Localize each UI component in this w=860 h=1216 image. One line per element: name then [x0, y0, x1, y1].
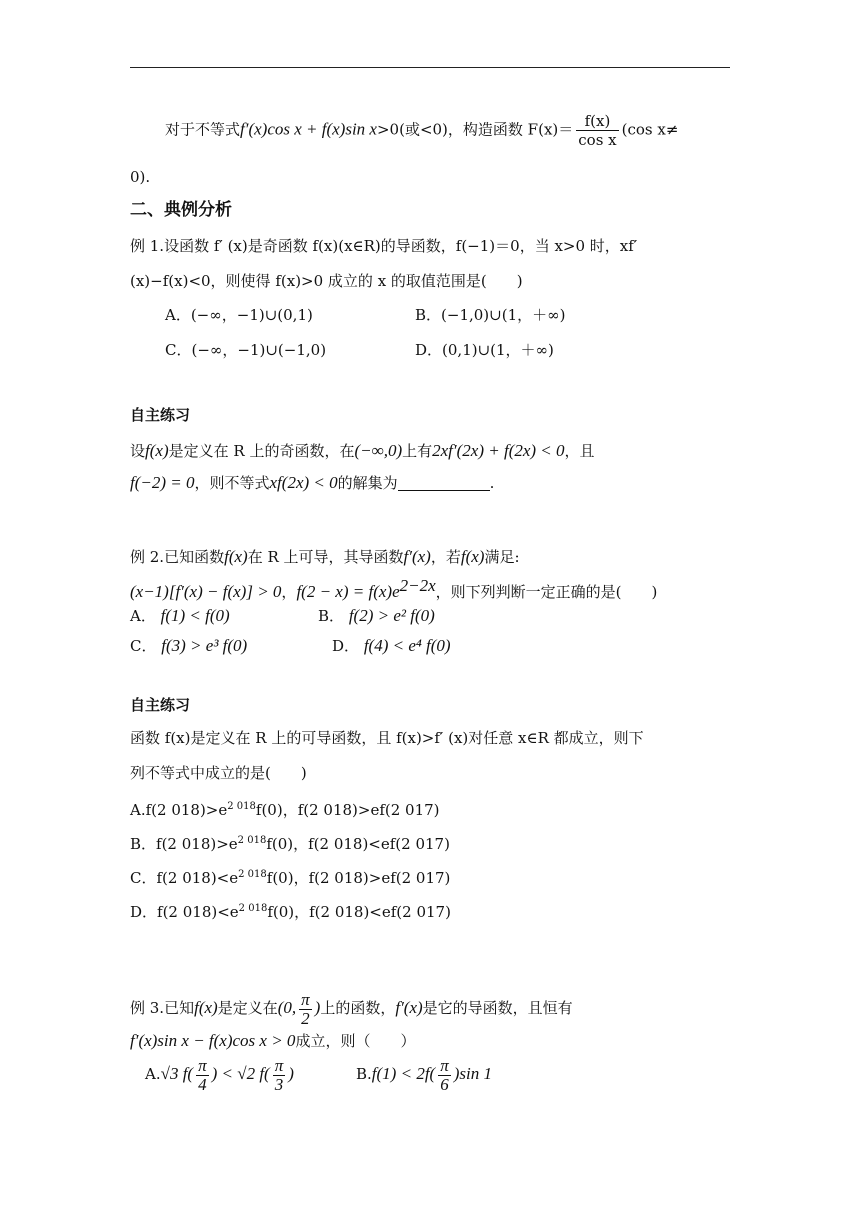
practice2-option-a: A.f(2 $018)>e^{2 018}f(0)$，f(2 018)>ef(2 017): [130, 801, 440, 819]
ex1-option-c: C．(−∞，−1)∪(−1,0): [165, 341, 327, 359]
intro-text-3: (cos x≠: [621, 120, 679, 139]
practice1-line-1: 设f(x)是定义在 R 上的奇函数，在(−∞,0)上有2xf′(2x) + f(2x) < 0，且: [130, 441, 595, 460]
ex3-option-b: B.f(1) < 2f( $\frac{\pi}{6}$ )sin 1: [356, 1055, 492, 1094]
ex2-line-2: (x−1)[f′(x) − f(x)] > 0，$f(2 - x) = f(x)e^{2-2x}$，则下列判断一定正确的是( ): [130, 576, 658, 601]
practice1-title: 自主练习: [130, 406, 191, 424]
ex1-option-a: A．(−∞，−1)∪(0,1): [165, 306, 313, 324]
ex2-option-d: D． f(4) < e⁴ f(0): [332, 636, 451, 655]
intro-formula: f′(x)cos x + f(x)sin x: [240, 119, 377, 139]
ex3-line-1: 例 3.已知f(x)是定义在(0, $\frac{\pi}{2}$ )上的函数，f′(x)是它的导函数，且恒有: [130, 989, 573, 1028]
ex1-line-1: 例 1.设函数 f′ (x)是奇函数 f(x)(x∈R)的导函数，f(−1)＝0，当 x>0 时，xf′: [130, 237, 638, 255]
practice1-line-2: f(−2) = 0，则不等式xf(2x) < 0的解集为 .: [130, 473, 495, 492]
practice2-line-2: 列不等式中成立的是( ): [130, 764, 307, 782]
ex3-line-2: f′(x)sin x − f(x)cos x > 0成立，则（ ）: [130, 1031, 416, 1050]
intro-text: 对于不等式: [165, 120, 241, 139]
ex1-line-2: (x)−f(x)<0，则使得 f(x)>0 成立的 x 的取值范围是( ): [130, 272, 523, 290]
ex2-option-b: B． f(2) > e² f(0): [318, 606, 435, 625]
practice2-title: 自主练习: [130, 696, 191, 714]
ex1-option-b: B．(−1,0)∪(1，＋∞): [415, 306, 566, 324]
ex2-line-1: 例 2.已知函数f(x)在 R 上可导，其导函数f′(x)，若f(x)满足:: [130, 547, 520, 566]
intro-fraction: $\frac{f(x)}{\text{cos x}}$: [578, 112, 617, 149]
practice2-option-c: C．f(2 $018)<e^{2 018}f(0)$，f(2 018)>ef(2 017): [130, 869, 451, 887]
answer-blank[interactable]: [398, 474, 490, 491]
practice2-option-b: B．f(2 $018)>e^{2 018}f(0)$，f(2 018)<ef(2 017): [130, 835, 450, 853]
header-rule: [130, 67, 730, 68]
ex2-option-a: A． f(1) < f(0): [130, 606, 230, 625]
practice2-line-1: 函数 f(x)是定义在 R 上的可导函数，且 f(x)>f′ (x)对任意 x∈R 都成立，则下: [130, 729, 644, 747]
intro-line-2: 0).: [130, 168, 151, 186]
pi-over-2-fraction: $\frac{\pi}{2}$: [301, 989, 310, 1028]
ex2-option-c: C． f(3) > e³ f(0): [130, 636, 248, 655]
ex3-option-a: A.√3 f( $\frac{\pi}{4}$ ) < √2 f( $\frac{\pi}{3}$ ): [145, 1055, 294, 1094]
section-title: 二、典例分析: [130, 200, 232, 220]
practice2-option-d: D．f(2 $018)<e^{2 018}f(0)$，f(2 018)<ef(2 017): [130, 903, 451, 921]
ex1-option-d: D．(0,1)∪(1，＋∞): [415, 341, 554, 359]
intro-line-1: [165, 112, 765, 149]
intro-text-2: >0(或<0)，构造函数 F(x)＝: [376, 120, 574, 139]
